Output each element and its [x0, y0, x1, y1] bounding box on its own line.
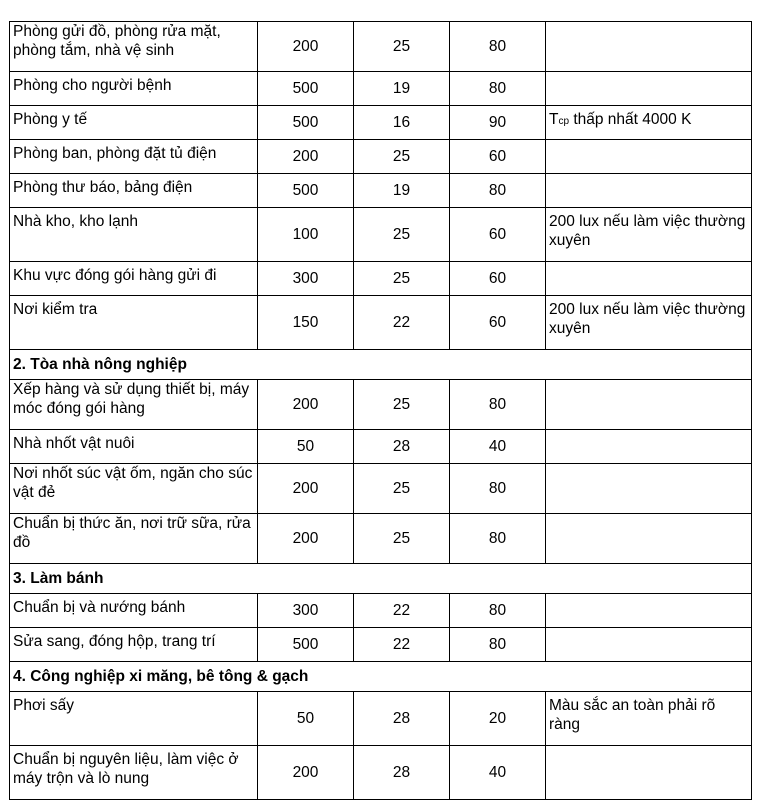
row-value-2: 22	[354, 594, 450, 628]
row-note	[546, 514, 752, 564]
row-value-2: 19	[354, 174, 450, 208]
row-value-1: 500	[258, 72, 354, 106]
row-name: Phòng gửi đồ, phòng rửa mặt, phòng tắm, nhà vệ sinh	[10, 22, 258, 72]
row-value-3: 60	[450, 140, 546, 174]
row-note: 200 lux nếu làm việc thường xuyên	[546, 296, 752, 350]
row-name: Chuẩn bị và nướng bánh	[10, 594, 258, 628]
row-note	[546, 628, 752, 662]
row-name: Phòng thư báo, bảng điện	[10, 174, 258, 208]
row-name: Nơi nhốt súc vật ốm, ngăn cho súc vật đẻ	[10, 464, 258, 514]
row-name: Chuẩn bị nguyên liệu, làm việc ở máy trộn và lò nung	[10, 746, 258, 800]
row-value-2: 25	[354, 208, 450, 262]
table-row	[10, 296, 752, 350]
row-note	[546, 430, 752, 464]
row-value-1: 150	[258, 296, 354, 350]
row-name: Nơi kiểm tra	[10, 296, 258, 350]
row-name: Khu vực đóng gói hàng gửi đi	[10, 262, 258, 296]
table-row	[10, 174, 752, 208]
row-value-2: 28	[354, 430, 450, 464]
row-value-3: 40	[450, 746, 546, 800]
table-row	[10, 106, 752, 140]
row-value-1: 500	[258, 174, 354, 208]
table-row	[10, 380, 752, 430]
row-name: Phòng cho người bệnh	[10, 72, 258, 106]
row-value-2: 25	[354, 262, 450, 296]
table-row	[10, 208, 752, 262]
row-value-2: 22	[354, 628, 450, 662]
table-row	[10, 22, 752, 72]
lighting-standards-table	[9, 21, 752, 800]
row-value-3: 90	[450, 106, 546, 140]
section-header-row	[10, 350, 752, 380]
section-title: 3. Làm bánh	[10, 564, 752, 594]
section-header-row	[10, 564, 752, 594]
row-value-3: 80	[450, 628, 546, 662]
row-name: Nhà kho, kho lạnh	[10, 208, 258, 262]
row-value-3: 20	[450, 692, 546, 746]
row-value-2: 28	[354, 692, 450, 746]
row-value-1: 50	[258, 430, 354, 464]
row-name: Phơi sấy	[10, 692, 258, 746]
table-row	[10, 140, 752, 174]
row-value-2: 25	[354, 140, 450, 174]
row-value-3: 80	[450, 72, 546, 106]
row-value-3: 80	[450, 464, 546, 514]
note-suffix: thấp nhất 4000 K	[569, 111, 692, 128]
row-value-3: 80	[450, 594, 546, 628]
row-note	[546, 174, 752, 208]
row-name: Phòng y tế	[10, 106, 258, 140]
row-value-3: 60	[450, 262, 546, 296]
row-value-1: 200	[258, 464, 354, 514]
row-note	[546, 140, 752, 174]
row-value-1: 200	[258, 380, 354, 430]
row-value-3: 40	[450, 430, 546, 464]
row-value-3: 80	[450, 22, 546, 72]
row-value-1: 500	[258, 106, 354, 140]
row-note	[546, 594, 752, 628]
row-value-3: 60	[450, 296, 546, 350]
row-value-1: 200	[258, 140, 354, 174]
row-value-1: 300	[258, 594, 354, 628]
row-value-2: 25	[354, 464, 450, 514]
row-value-2: 16	[354, 106, 450, 140]
row-note	[546, 72, 752, 106]
row-name: Sửa sang, đóng hộp, trang trí	[10, 628, 258, 662]
row-value-2: 25	[354, 380, 450, 430]
row-value-1: 500	[258, 628, 354, 662]
table-row	[10, 594, 752, 628]
row-name: Xếp hàng và sử dụng thiết bị, máy móc đóng gói hàng	[10, 380, 258, 430]
table-row	[10, 628, 752, 662]
row-name: Nhà nhốt vật nuôi	[10, 430, 258, 464]
row-note	[546, 464, 752, 514]
table-row	[10, 262, 752, 296]
table-row	[10, 514, 752, 564]
row-value-3: 60	[450, 208, 546, 262]
row-value-2: 25	[354, 22, 450, 72]
row-note	[546, 746, 752, 800]
row-value-1: 300	[258, 262, 354, 296]
row-note	[546, 106, 752, 140]
row-value-1: 200	[258, 746, 354, 800]
row-value-3: 80	[450, 174, 546, 208]
row-value-2: 25	[354, 514, 450, 564]
note-prefix: T	[549, 111, 559, 128]
table-row	[10, 746, 752, 800]
row-value-3: 80	[450, 514, 546, 564]
row-value-1: 50	[258, 692, 354, 746]
row-value-3: 80	[450, 380, 546, 430]
section-title: 2. Tòa nhà nông nghiệp	[10, 350, 752, 380]
row-value-1: 200	[258, 22, 354, 72]
row-note: 200 lux nếu làm việc thường xuyên	[546, 208, 752, 262]
row-name: Chuẩn bị thức ăn, nơi trữ sữa, rửa đồ	[10, 514, 258, 564]
row-value-2: 22	[354, 296, 450, 350]
table-row	[10, 692, 752, 746]
table-row	[10, 464, 752, 514]
row-value-1: 100	[258, 208, 354, 262]
section-title: 4. Công nghiệp xi măng, bê tông & gạch	[10, 662, 752, 692]
section-header-row	[10, 662, 752, 692]
row-note	[546, 262, 752, 296]
row-name: Phòng ban, phòng đặt tủ điện	[10, 140, 258, 174]
row-note	[546, 22, 752, 72]
table-row	[10, 430, 752, 464]
note-subscript: cp	[558, 116, 570, 127]
row-value-2: 28	[354, 746, 450, 800]
row-note	[546, 380, 752, 430]
row-value-2: 19	[354, 72, 450, 106]
row-value-1: 200	[258, 514, 354, 564]
row-note: Màu sắc an toàn phải rõ ràng	[546, 692, 752, 746]
table-row	[10, 72, 752, 106]
